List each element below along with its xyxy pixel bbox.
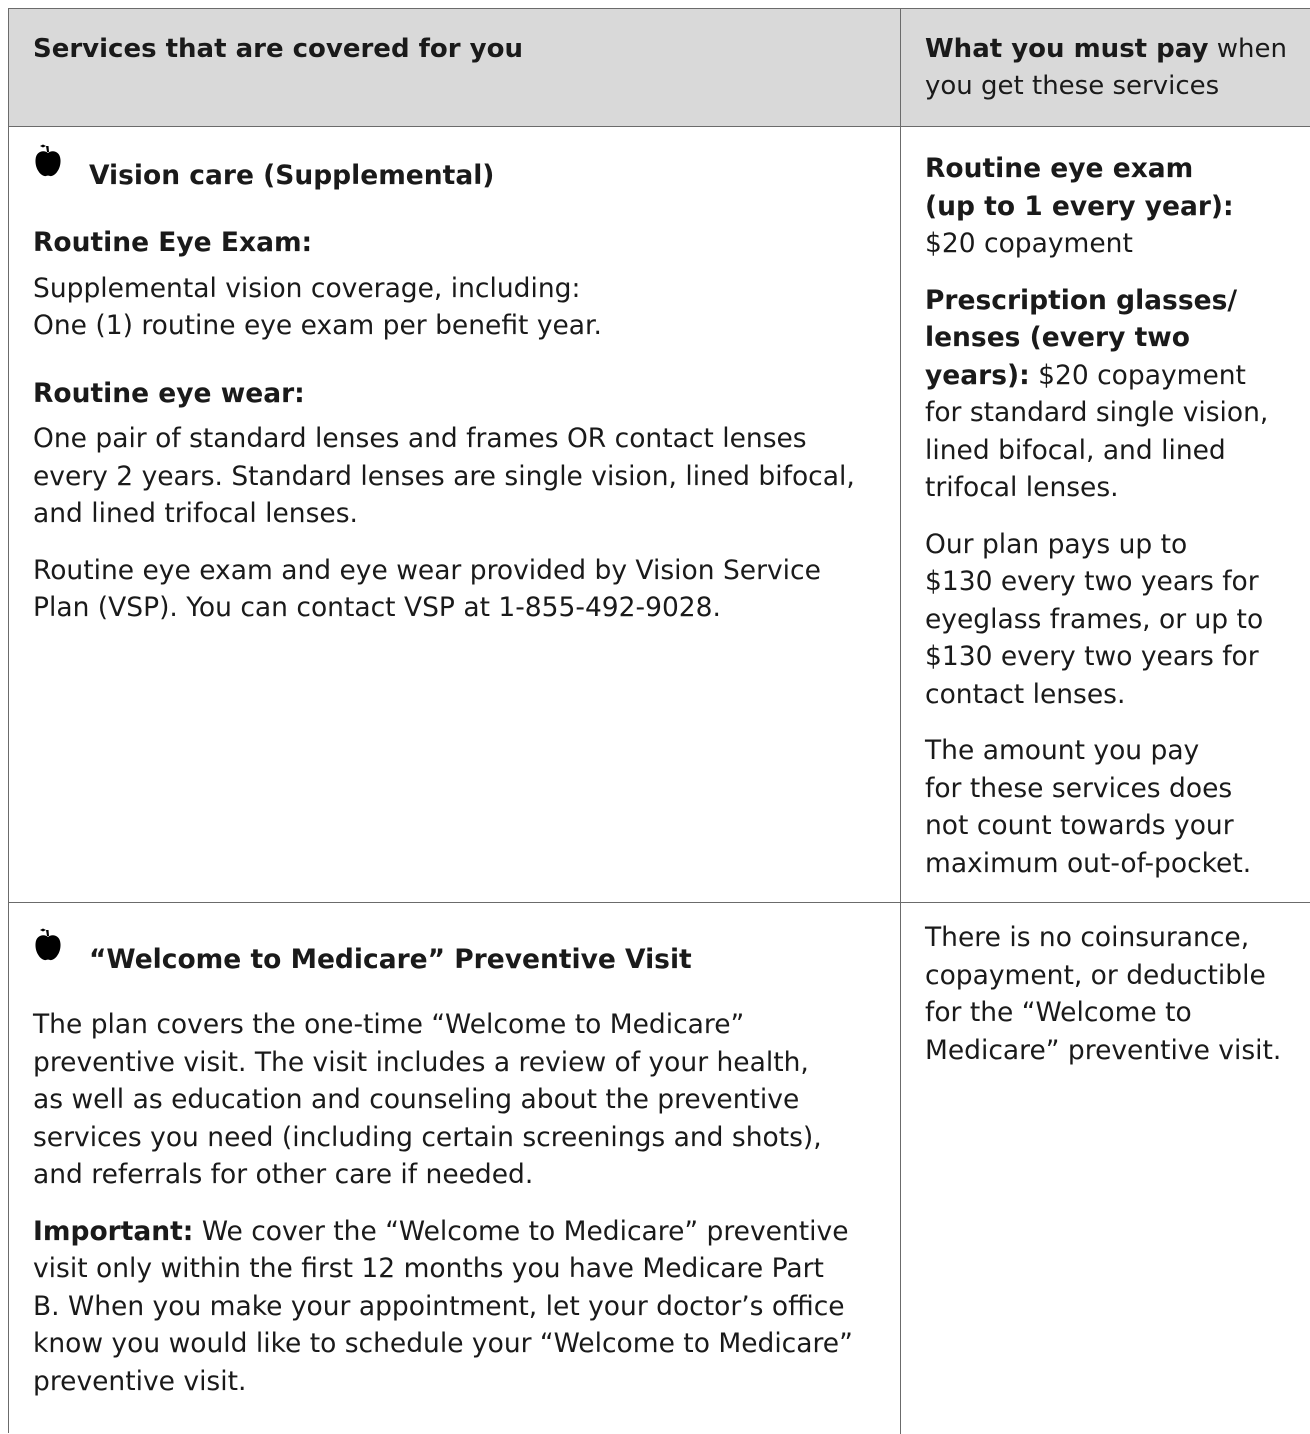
desc-line: services you need (including certain screenings and shots),: [33, 1121, 822, 1153]
cost-line: There is no coinsurance,: [925, 922, 1250, 953]
desc-line: and referrals for other care if needed.: [33, 1159, 534, 1190]
vision-care-title: Vision care (Supplemental): [89, 160, 495, 191]
note-line: The amount you pay: [925, 735, 1200, 766]
cost-line: copayment, or deductible: [925, 959, 1266, 991]
routine-eye-exam-heading: Routine Eye Exam:: [33, 227, 313, 258]
allowance-line: $130 every two years for: [925, 641, 1259, 672]
payment-header-rest: when: [1208, 34, 1287, 64]
important-label: Important:: [33, 1215, 194, 1247]
payment-header-bold: What you must pay: [925, 34, 1209, 64]
cost-label: Routine eye exam: [925, 153, 1194, 184]
routine-eye-wear-heading: Routine eye wear:: [33, 377, 305, 409]
services-column-header: [9, 9, 901, 126]
welcome-visit-description: [9, 903, 901, 1434]
important-line: B. When you make your appointment, let your doctor’s office: [33, 1290, 845, 1322]
apple-icon: [33, 143, 63, 179]
welcome-visit-text: [33, 1006, 880, 1194]
table-header-row: [9, 9, 1310, 127]
cost-line: for the “Welcome to: [925, 997, 1192, 1028]
vision-care-cost: [901, 127, 1310, 902]
out-of-pocket-note: [925, 732, 1306, 882]
apple-icon: [33, 927, 63, 963]
cost-label: Prescription glasses/: [925, 284, 1238, 316]
vsp-line: Routine eye exam and eye wear provided by Vision Service: [33, 554, 821, 586]
exam-line: Supplemental vision coverage, including:: [33, 272, 581, 304]
payment-header-line2: you get these services: [925, 71, 1220, 101]
cost-value: $20 copayment: [925, 228, 1133, 259]
allowance-line: eyeglass frames, or up to: [925, 603, 1264, 635]
vsp-provider-text: [33, 552, 880, 627]
wear-line: every 2 years. Standard lenses are single vision, lined bifocal,: [33, 460, 855, 492]
glasses-cost: [925, 282, 1306, 507]
desc-line: preventive visit. The visit includes a review of your health,: [33, 1046, 809, 1078]
cost-label: years):: [925, 359, 1030, 391]
cost-line: Medicare” preventive visit.: [925, 1034, 1282, 1066]
important-line: visit only within the first 12 months you have Medicare Part: [33, 1253, 824, 1284]
cost-label: lenses (every two: [925, 322, 1190, 353]
cost-line: for standard single vision,: [925, 397, 1269, 428]
plan-allowance-text: [925, 526, 1306, 714]
exam-line: One (1) routine eye exam per benefit year.: [33, 310, 602, 341]
note-line: for these services does: [925, 772, 1233, 804]
desc-line: The plan covers the one-time “Welcome to Medicare”: [33, 1009, 745, 1040]
cost-value: $20 copayment: [1029, 359, 1246, 391]
routine-eye-exam-text: [33, 270, 880, 345]
cost-label: (up to 1 every year):: [925, 190, 1234, 222]
cost-line: lined bifocal, and lined: [925, 434, 1226, 466]
welcome-visit-cost-text: [925, 919, 1306, 1069]
benefits-table: [8, 8, 1310, 1433]
eye-exam-cost: [925, 150, 1306, 263]
wear-line: and lined trifocal lenses.: [33, 498, 358, 529]
important-note: [33, 1213, 880, 1401]
welcome-visit-title: “Welcome to Medicare” Preventive Visit: [89, 944, 692, 975]
welcome-to-medicare-row: [9, 903, 1310, 1434]
important-line: We cover the “Welcome to Medicare” preventive: [193, 1215, 849, 1247]
note-line: maximum out-of-pocket.: [925, 847, 1252, 879]
services-header-text: Services that are covered for you: [33, 34, 523, 64]
routine-eye-wear-text: [33, 420, 880, 533]
important-line: know you would like to schedule your “Welcome to Medicare”: [33, 1328, 853, 1359]
note-line: not count towards your: [925, 810, 1234, 841]
desc-line: as well as education and counseling about the preventive: [33, 1084, 800, 1115]
allowance-line: Our plan pays up to: [925, 528, 1188, 560]
allowance-line: contact lenses.: [925, 678, 1126, 710]
important-line: preventive visit.: [33, 1365, 247, 1397]
cost-line: trifocal lenses.: [925, 472, 1119, 503]
payment-column-header: [901, 9, 1310, 126]
wear-line: One pair of standard lenses and frames OR contact lenses: [33, 423, 807, 454]
welcome-visit-heading: [33, 941, 880, 978]
vision-care-row: [9, 127, 1310, 903]
welcome-visit-cost: [901, 903, 1310, 1434]
allowance-line: $130 every two years for: [925, 566, 1259, 597]
vsp-line: Plan (VSP). You can contact VSP at 1-855-492-9028.: [33, 592, 721, 623]
vision-care-heading: [33, 157, 880, 194]
vision-care-description: [9, 127, 901, 902]
